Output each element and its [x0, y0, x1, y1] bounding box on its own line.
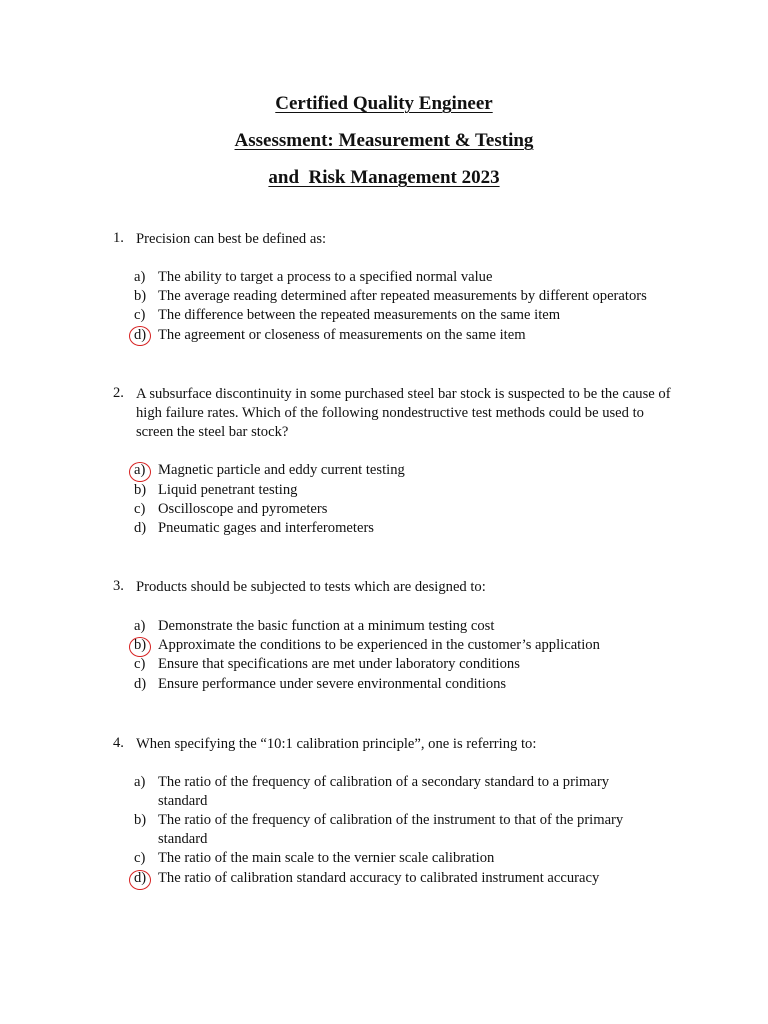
title-line-3: and Risk Management 2023	[268, 167, 500, 188]
question-number: 3.	[113, 578, 124, 594]
question-text: Precision can best be defined as:	[136, 231, 327, 247]
option-letter: b)	[134, 812, 147, 828]
title-line-1: Certified Quality Engineer	[275, 93, 493, 114]
option-text: The ratio of the main scale to the vernier scale calibration	[158, 850, 495, 866]
question-number: 1.	[113, 230, 124, 246]
option-text: The agreement or closeness of measurements on the same item	[158, 327, 526, 343]
option-text: The ratio of the frequency of calibration of a secondary standard to a primary standard	[158, 774, 610, 809]
question-text: When specifying the “10:1 calibration principle”, one is referring to:	[136, 736, 537, 752]
option-letter: a)	[134, 774, 146, 790]
option-text: The ratio of the frequency of calibration of the instrument to that of the primary standard	[158, 812, 624, 847]
option-text: The ratio of calibration standard accuracy to calibrated instrument accuracy	[158, 870, 600, 886]
option-text: Ensure that specifications are met under laboratory conditions	[158, 656, 520, 672]
option-letter: a)	[134, 618, 146, 634]
option-text: Magnetic particle and eddy current testing	[158, 462, 405, 478]
option-letter: b)	[134, 637, 147, 653]
option-text: Demonstrate the basic function at a minimum testing cost	[158, 618, 495, 634]
option-text: Pneumatic gages and interferometers	[158, 520, 374, 536]
option-letter: c)	[134, 307, 146, 323]
option-letter: c)	[134, 501, 146, 517]
option-letter: c)	[134, 656, 146, 672]
question-number: 2.	[113, 385, 124, 401]
option-text: Oscilloscope and pyrometers	[158, 501, 328, 517]
option-letter: d)	[134, 520, 147, 536]
question-text: Products should be subjected to tests which are designed to:	[136, 579, 486, 595]
question-text: A subsurface discontinuity in some purchased steel bar stock is suspected to be the cause of high failure rates. Which of the following nondestructive test methods could be used to screen the steel bar stock?	[136, 386, 671, 440]
option-letter: d)	[134, 676, 147, 692]
option-text: The ability to target a process to a specified normal value	[158, 269, 493, 285]
option-letter: c)	[134, 850, 146, 866]
question-number: 4.	[113, 735, 124, 751]
option-text: The average reading determined after repeated measurements by different operators	[158, 288, 647, 304]
option-letter: d)	[134, 327, 147, 343]
title-line-2: Assessment: Measurement & Testing	[234, 130, 534, 151]
option-letter: d)	[134, 870, 147, 886]
option-letter: b)	[134, 482, 147, 498]
option-text: Approximate the conditions to be experienced in the customer’s application	[158, 637, 600, 653]
option-text: Liquid penetrant testing	[158, 482, 298, 498]
option-text: The difference between the repeated measurements on the same item	[158, 307, 561, 323]
option-letter: b)	[134, 288, 147, 304]
option-text: Ensure performance under severe environmental conditions	[158, 676, 507, 692]
option-letter: a)	[134, 462, 146, 478]
option-letter: a)	[134, 269, 146, 285]
